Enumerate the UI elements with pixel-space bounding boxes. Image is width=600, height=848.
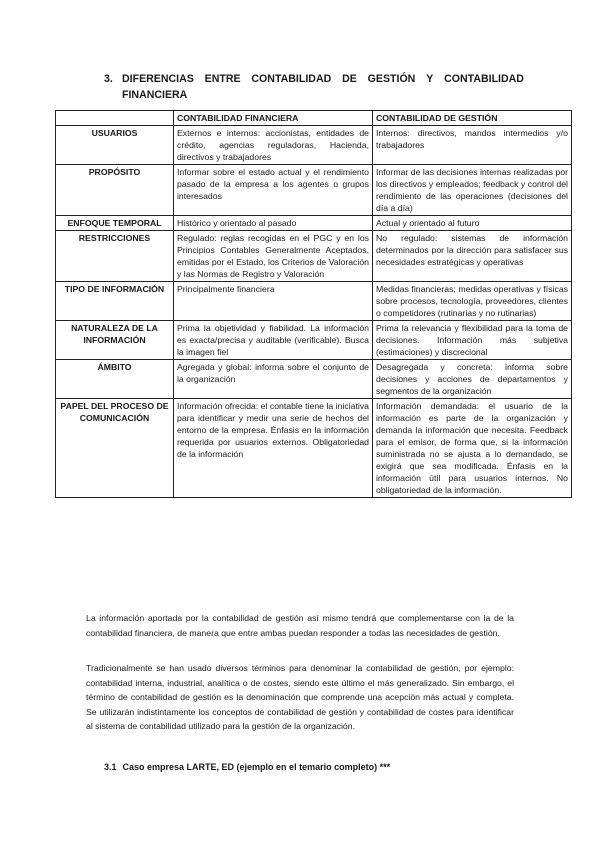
table-row <box>56 231 572 282</box>
section-heading <box>104 71 524 103</box>
cell-gestion: No regulado: sistemas de información determinados por la dirección para satisfacer sus necesidades estratégicas y operativas <box>373 231 572 282</box>
table-row <box>56 360 572 399</box>
title-word: ENTRE <box>204 73 241 85</box>
row-label: TIPO DE INFORMACIÓN <box>56 282 174 321</box>
cell-financiera: Agregada y global: informa sobre el conjunto de la organización <box>174 360 373 399</box>
title-word: Y <box>426 73 434 85</box>
cell-financiera: Histórico y orientado al pasado <box>174 216 373 231</box>
cell-financiera: Prima la objetividad y fiabilidad. La información es exacta/precisa y auditable (verificable). Busca la imagen fiel <box>174 321 373 360</box>
cell-gestion: Actual y orientado al futuro <box>373 216 572 231</box>
title-word: CONTABILIDAD <box>251 73 332 85</box>
table-row <box>56 165 572 216</box>
title-word: GESTIÓN <box>367 73 416 85</box>
row-label: ENFOQUE TEMPORAL <box>56 216 174 231</box>
cell-gestion: Internos: directivos, mandos intermedios y/o trabajadores <box>373 126 572 165</box>
paragraph-2: Tradicionalmente se han usado diversos términos para denominar la contabilidad de gestión, por ejemplo: contabilidad interna, industrial, analítica o de costes, siendo este último el más generalizado. Sin embargo, el término de contabilidad de gestión es la denominación que comprende una acepción más actual y completa. Se utilizarán indistintamente los conceptos de contabilidad de gestión y contabilidad de costes para identificar al sistema de contabilidad utilizado para la gestión de la organización. <box>86 663 514 731</box>
cell-financiera: Informar sobre el estado actual y el rendimiento pasado de la empresa a los agentes o grupos interesados <box>174 165 373 216</box>
paragraph-1: La información aportada por la contabilidad de gestión así mismo tendrá que complementarse con la de la contabilidad financiera, de manera que entre ambas puedan responder a todas las necesidades de gestión. <box>86 613 514 638</box>
section-title-line-2: FINANCIERA <box>122 89 188 101</box>
section-number: 3. <box>104 73 113 85</box>
row-label: PAPEL DEL PROCESO DE COMUNICACIÓN <box>56 399 174 498</box>
title-word: CONTABILIDAD <box>444 73 524 85</box>
subsection-title: Caso empresa LARTE, ED (ejemplo en el temario completo) *** <box>122 762 391 772</box>
cell-financiera: Regulado: reglas recogidas en el PGC y en los Principios Contables Generalmente Aceptados, emitidas por el Estado, los Criterios de Valoración y las Normas de Registro y Valoración <box>174 231 373 282</box>
cell-financiera: Información ofrecida: el contable tiene la iniciativa para identificar y medir una serie de hechos del entorno de la empresa. Énfasis en la información requerida por usuarios externos. Obligatoriedad de la información <box>174 399 373 498</box>
header-empty <box>56 111 174 126</box>
row-label: USUARIOS <box>56 126 174 165</box>
comparison-table <box>55 110 572 498</box>
row-label: RESTRICCIONES <box>56 231 174 282</box>
row-label: ÁMBITO <box>56 360 174 399</box>
cell-financiera: Externos e internos: accionistas, entidades de crédito, agencias reguladoras, Hacienda, directivos y trabajadores <box>174 126 373 165</box>
cell-gestion: Prima la relevancia y flexibilidad para la toma de decisiones. Información más subjetiva (estimaciones) y discrecional <box>373 321 572 360</box>
title-word: DIFERENCIAS <box>122 73 194 85</box>
section-title-line-1 <box>122 71 524 87</box>
table-header-row <box>56 111 572 126</box>
subsection-heading <box>104 762 390 772</box>
header-gestion: CONTABILIDAD DE GESTIÓN <box>373 111 572 126</box>
cell-financiera: Principalmente financiera <box>174 282 373 321</box>
cell-gestion: Medidas financieras; medidas operativas y físicas sobre procesos, tecnología, proveedores, clientes o competidores (rutinarias y no rutinarias) <box>373 282 572 321</box>
header-financiera: CONTABILIDAD FINANCIERA <box>174 111 373 126</box>
table-row <box>56 399 572 498</box>
cell-gestion: Desagregada y concreta: informa sobre decisiones y acciones de departamentos y segmentos de la organización <box>373 360 572 399</box>
cell-gestion: Información demandada: el usuario de la información es parte de la organización y demanda la información que necesita. Feedback para el emisor, de forma que, si la información suministrada no se ajusta a lo demandado, se exigirá que sea modificada. Énfasis en la información útil para usuarios internos. No obligatoriedad de la información. <box>373 399 572 498</box>
table-row <box>56 282 572 321</box>
subsection-number: 3.1 <box>104 762 117 772</box>
table-row <box>56 126 572 165</box>
row-label: NATURALEZA DE LA INFORMACIÓN <box>56 321 174 360</box>
table-row <box>56 321 572 360</box>
row-label: PROPÓSITO <box>56 165 174 216</box>
title-word: DE <box>342 73 357 85</box>
cell-gestion: Informar de las decisiones internas realizadas por los directivos y empleados; feedback y control del rendimiento de las operaciones (decisiones del día a día) <box>373 165 572 216</box>
table-row <box>56 216 572 231</box>
